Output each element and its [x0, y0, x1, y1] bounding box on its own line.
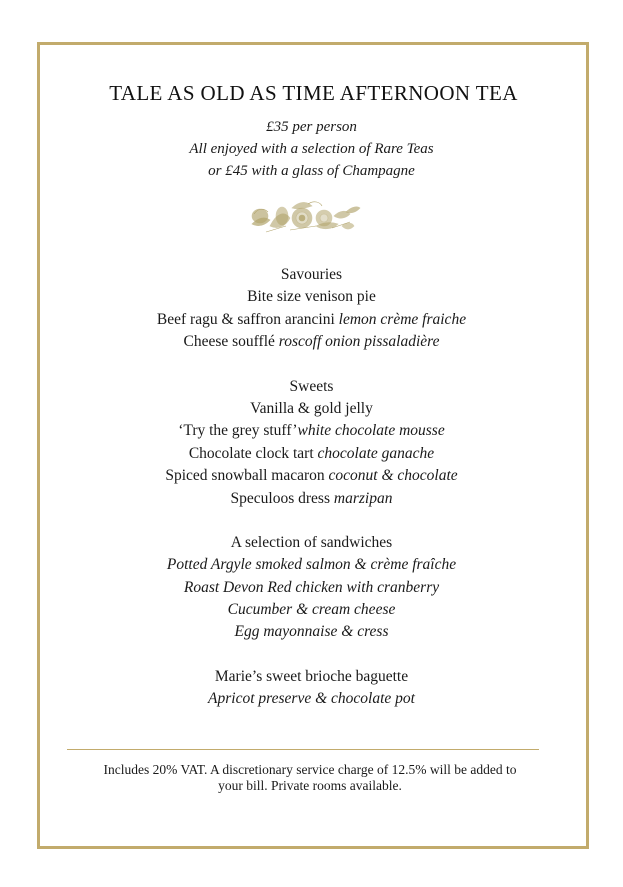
menu-item: Potted Argyle smoked salmon & crème fraîche: [166, 556, 457, 574]
item-description: white chocolate mousse: [297, 422, 445, 440]
section-sandwiches: [0, 532, 623, 644]
item-name: ‘Try the grey stuff’: [178, 422, 298, 440]
champagne-price: or £45 with a glass of Champagne: [208, 163, 415, 179]
section-title: Savouries: [280, 266, 343, 283]
menu-item: Roast Devon Red chicken with cranberry: [183, 578, 440, 596]
item-description: roscoff onion pissaladière: [278, 333, 440, 351]
item-name: Spiced snowball macaron: [165, 467, 325, 485]
menu-content: [0, 264, 623, 733]
section-savouries: [0, 264, 623, 354]
item-description: lemon crème fraiche: [338, 310, 467, 328]
item-name: Bite size venison pie: [247, 288, 376, 306]
menu-item: [0, 331, 623, 353]
item-name: Cheese soufflé: [183, 333, 275, 351]
menu-item: [0, 488, 623, 510]
floral-ornament-icon: [246, 196, 362, 236]
item-description: coconut & chocolate: [328, 467, 458, 485]
tea-selection-note: All enjoyed with a selection of Rare Teas: [189, 141, 434, 157]
item-description: chocolate ganache: [317, 444, 435, 462]
menu-item: [0, 398, 623, 420]
section-brioche: [0, 666, 623, 711]
price-per-person: £35 per person: [266, 119, 357, 135]
item-name: Speculoos dress: [230, 489, 330, 507]
menu-title: TALE AS OLD AS TIME AFTERNOON TEA: [109, 81, 518, 105]
section-title: Marie’s sweet brioche baguette: [214, 667, 409, 685]
menu-item: Egg mayonnaise & cress: [234, 623, 389, 641]
section-title: A selection of sandwiches: [230, 533, 393, 551]
section-sweets: [0, 376, 623, 510]
item-name: Beef ragu & saffron arancini: [156, 310, 335, 328]
footer-line-1: Includes 20% VAT. A discretionary service charge of 12.5% will be added to: [103, 762, 517, 777]
footer-note: [80, 762, 540, 794]
menu-item: Apricot preserve & chocolate pot: [208, 690, 415, 708]
menu-item: [0, 420, 623, 442]
menu-item: [0, 309, 623, 331]
menu-item: [0, 465, 623, 487]
item-description: marzipan: [333, 489, 393, 507]
footer-divider: [67, 749, 539, 750]
section-title: Sweets: [289, 377, 334, 395]
menu-item: Cucumber & cream cheese: [227, 601, 396, 619]
item-name: Chocolate clock tart: [188, 444, 314, 462]
item-name: Vanilla & gold jelly: [250, 399, 373, 417]
footer-line-2: your bill. Private rooms available.: [218, 778, 402, 793]
pricing-block: [0, 116, 623, 182]
menu-item: [0, 443, 623, 465]
menu-item: [0, 286, 623, 308]
